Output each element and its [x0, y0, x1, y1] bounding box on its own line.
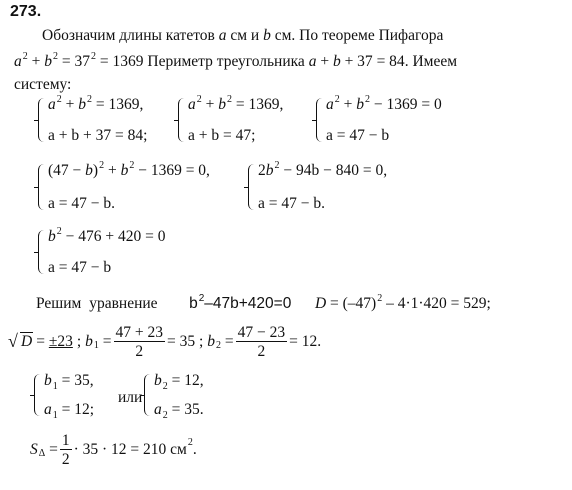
- answer-system-2: $b_2 = 12$, $a_2 = 35$.: [144, 372, 204, 418]
- brace: [38, 164, 45, 210]
- brace: [248, 164, 255, 210]
- system-1: $a^2 + b^2 = 1369$, a + b + 37 = 84;: [38, 96, 147, 144]
- b1-fraction: $\frac{47 + 23}{2}$: [115, 323, 164, 360]
- brace: [144, 374, 151, 416]
- brace: [38, 98, 45, 142]
- system-2: $a^2 + b^2 = 1369$, a + b = 47;: [178, 96, 283, 144]
- b2-fraction: $\frac{47 - 23}{2}$: [237, 323, 286, 360]
- system-4: $(47 - b)^2 + b^2 - 1369 = 0$, a = 47 − b.: [38, 162, 210, 212]
- brace: [38, 230, 45, 274]
- brace: [178, 98, 185, 142]
- intro-line: Обозначим длины катетов a см и b см. По теореме Пифагора: [42, 27, 444, 44]
- sqrt-d: √ D: [8, 331, 33, 352]
- brace: [34, 374, 41, 416]
- system-word: систему:: [14, 76, 72, 93]
- half-fraction: $\frac{1}{2}$: [61, 431, 70, 468]
- or-word: или: [118, 389, 143, 406]
- problem-number: 273.: [10, 3, 42, 20]
- system-3: $a^2 + b^2 - 1369 = 0$ a = 47 − b: [316, 96, 442, 144]
- answer-system-1: $b_1 = 35$, $a_1 = 12$;: [34, 372, 94, 418]
- area-line: S $_\Delta$ = $\frac{1}{2}$ · 35 · 12 = 210 см $^2$ .: [30, 431, 197, 468]
- solve-line: Решим уравнение $b^2-47b+420=0$ $D = (-47)^2 - 4\cdot 1\cdot 420 = 529$;: [36, 293, 491, 312]
- system-6: $b^2 - 476 + 420 = 0$ a = 47 − b: [38, 228, 165, 276]
- system-5: $2b^2 - 94b - 840 = 0$, a = 47 − b.: [248, 162, 387, 212]
- pythagoras-line: $a^2 + b^2 = 37^2 = 1369$ Периметр треугольника a + b + 37 = 84. Имеем: [14, 51, 458, 70]
- roots-line: √ D = ±23 ; b $_1$ = $\frac{47 + 23}{2}$ = 35 ; b $_2$ = $\frac{47 - 23}{2}$ = 12.: [8, 323, 322, 360]
- brace: [316, 98, 323, 142]
